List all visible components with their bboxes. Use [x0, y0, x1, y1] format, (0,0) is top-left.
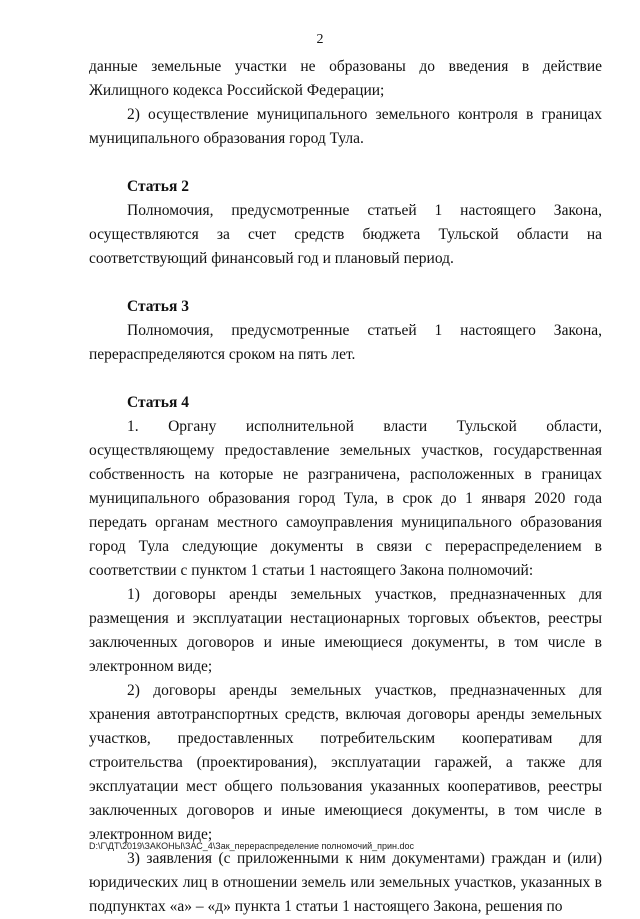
document-body	[89, 55, 602, 919]
article-4-paragraph-1: 1. Органу исполнительной власти Тульской области, осуществляющему предоставление земельных участков, государственная собственность на которые не разграничена, расположенных в границах муниципального образования город Тула, в срок до 1 января 2020 года передать органам местного самоуправления муниципального образования город Тула следующие документы в связи с перераспределением в соответствии с пунктом 1 статьи 1 настоящего Закона полномочий:	[89, 418, 602, 579]
article-4-subitem-2: 2) договоры аренды земельных участков, предназначенных для хранения автотранспортных средств, включая договоры аренды земельных участков, предоставленных потребительским кооперативам для строительства (проектирования), эксплуатации гаражей, а также для эксплуатации мест общего пользования указанных кооперативов, реестры заключенных договоров и иные имеющиеся документы, в том числе в электронном виде;	[89, 682, 602, 843]
article-2-text: Полномочия, предусмотренные статьей 1 настоящего Закона, осуществляются за счет средств бюджета Тульской области на соответствующий финансовый год и плановый период.	[89, 202, 602, 267]
file-path-footer: D:\Г\ДТ\2019\ЗАКОНЫ\ЗАС_4\Зак_перераспределение полномочий_прин.doc	[89, 841, 415, 851]
article-2-heading: Статья 2	[127, 178, 189, 195]
article-4-subitem-3: 3) заявления (с приложенными к ним документами) граждан и (или) юридических лиц в отношении земель или земельных участков, указанных в подпунктах «а» – «д» пункта 1 статьи 1 настоящего Закона, решения по	[89, 850, 602, 915]
article-4-heading: Статья 4	[127, 394, 189, 411]
article-3-text: Полномочия, предусмотренные статьей 1 настоящего Закона, перераспределяются сроком на пять лет.	[89, 322, 602, 363]
article-4-subitem-1: 1) договоры аренды земельных участков, предназначенных для размещения и эксплуатации нестационарных торговых объектов, реестры заключенных договоров и иные имеющиеся документы, в том числе в электронном виде;	[89, 586, 602, 675]
article-3-heading: Статья 3	[127, 298, 189, 315]
page-number: 2	[316, 32, 324, 47]
paragraph-item-2: 2) осуществление муниципального земельного контроля в границах муниципального образования город Тула.	[89, 106, 602, 147]
paragraph-continuation: данные земельные участки не образованы до введения в действие Жилищного кодекса Российской Федерации;	[89, 58, 602, 99]
